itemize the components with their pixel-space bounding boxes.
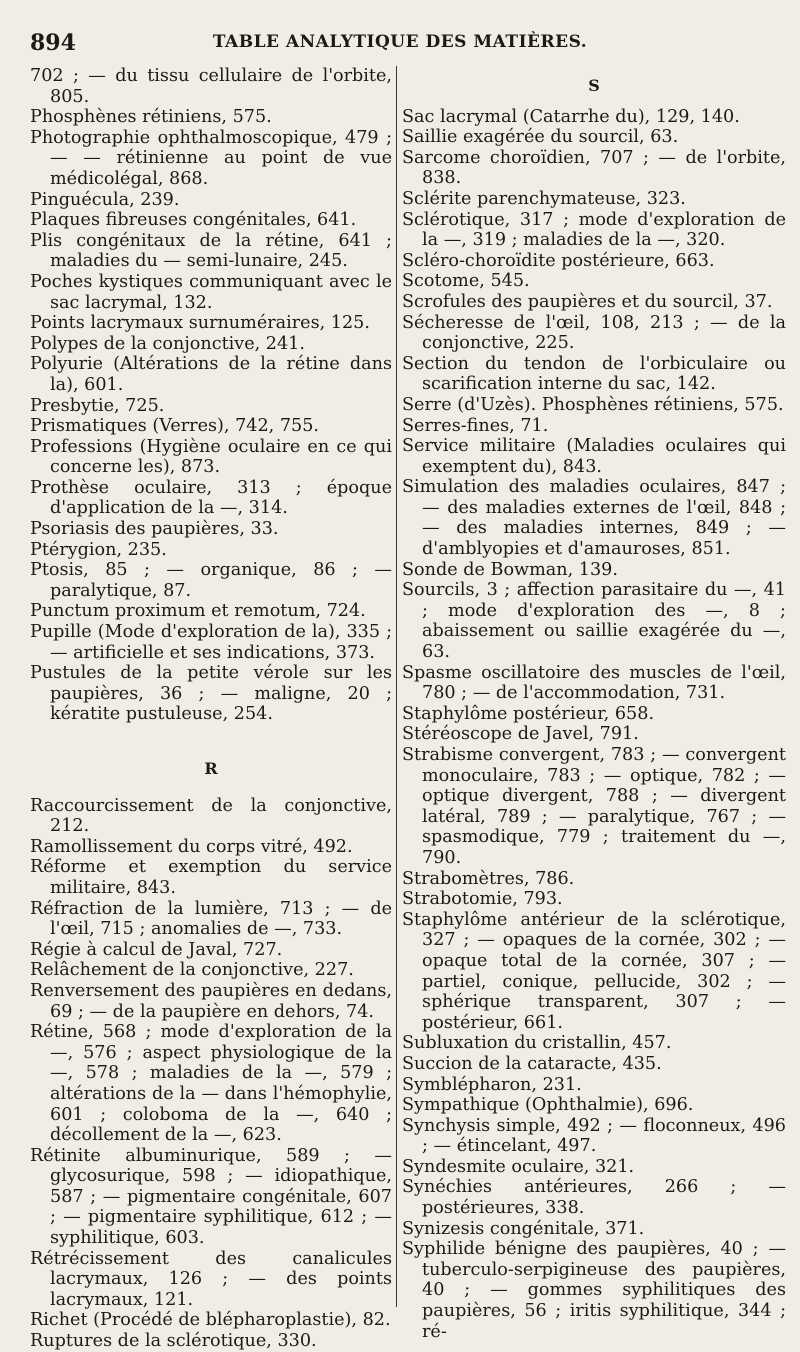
- section-spacer: [30, 780, 392, 796]
- index-entry: Sourcils, 3 ; affection parasitaire du —, 41 ; mode d'exploration des —, 8 ; abaissement ou saillie exagérée du —, 63.: [402, 580, 786, 663]
- index-entry: Synéchies antérieures, 266 ; — postérieures, 338.: [402, 1177, 786, 1219]
- index-entry: Rétine, 568 ; mode d'exploration de la —, 576 ; aspect physiologique de la —, 578 ; maladies de la —, 579 ; altérations de la — dans l'hémophylie, 601 ; coloboma de la —, 640 ; décollement de la —, 623.: [30, 1022, 392, 1146]
- page-number: 894: [30, 30, 76, 56]
- index-entry: Relâchement de la conjonctive, 227.: [30, 960, 354, 981]
- index-entry: Synizesis congénitale, 371.: [402, 1218, 645, 1239]
- index-entry: Strabotomie, 793.: [402, 889, 563, 910]
- index-entry: Prothèse oculaire, 313 ; époque d'application de la —, 314.: [30, 477, 392, 519]
- index-entry: Synchysis simple, 492 ; — floconneux, 496 ; — étincelant, 497.: [402, 1115, 786, 1157]
- index-entry: Symblépharon, 231.: [402, 1074, 582, 1095]
- index-entry: Richet (Procédé de blépharoplastie), 82.: [30, 1310, 391, 1331]
- index-entry: Serre (d'Uzès). Phosphènes rétiniens, 575.: [402, 394, 784, 415]
- section-heading-s: S: [588, 76, 600, 95]
- section-spacer: [30, 725, 392, 759]
- index-entry: Prismatiques (Verres), 742, 755.: [30, 416, 320, 437]
- index-entry: Strabomètres, 786.: [402, 868, 575, 889]
- index-entry: Strabisme convergent, 783 ; — convergent monoculaire, 783 ; — optique, 782 ; — optique divergent, 788 ; — divergent latéral, 789 ; — paralytique, 767 ; — spasmodique, 779 ; traitement du —, 790.: [402, 745, 786, 868]
- index-entry: Réfraction de la lumière, 713 ; — de l'œil, 715 ; anomalies de —, 733.: [30, 898, 392, 940]
- index-entry: Rétrécissement des canalicules lacrymaux, 126 ; — des points lacrymaux, 121.: [30, 1248, 392, 1310]
- index-entry: Staphylôme postérieur, 658.: [402, 703, 655, 724]
- index-entry: Subluxation du cristallin, 457.: [402, 1033, 672, 1054]
- index-entry: Professions (Hygiène oculaire en ce qui concerne les), 873.: [30, 436, 392, 478]
- index-entry: Plaques fibreuses congénitales, 641.: [30, 210, 357, 231]
- section-heading-r: R: [204, 759, 218, 778]
- index-entry: Sac lacrymal (Catarrhe du), 129, 140.: [402, 106, 740, 127]
- index-entry: Syphilide bénigne des paupières, 40 ; — tuberculo-serpigineuse des paupières, 40 ; — gommes syphilitiques des paupières, 56 ; iritis syphilitique, 344 ; ré-: [402, 1239, 786, 1342]
- index-entry: Sarcome choroïdien, 707 ; — de l'orbite, 838.: [402, 147, 786, 189]
- index-entry: Renversement des paupières en dedans, 69 ; — de la paupière en dehors, 74.: [30, 980, 392, 1022]
- index-entry: Scléro-choroïdite postérieure, 663.: [402, 250, 715, 271]
- index-entry: Staphylôme antérieur de la sclérotique, 327 ; — opaques de la cornée, 302 ; — opaque total de la cornée, 307 ; — partiel, conique, pellucide, 302 ; — sphérique transparent, 307 ; — postérieur, 661.: [402, 909, 786, 1033]
- index-entry: Raccourcissement de la conjonctive, 212.: [30, 795, 392, 837]
- index-entry: Punctum proximum et remotum, 724.: [30, 601, 366, 622]
- index-entry: Polypes de la conjonctive, 241.: [30, 333, 305, 354]
- index-entry: Pustules de la petite vérole sur les paupières, 36 ; — maligne, 20 ; kératite pustuleuse, 254.: [30, 663, 392, 725]
- index-entry: Spasme oscillatoire des muscles de l'œil, 780 ; — de l'accommodation, 731.: [402, 662, 786, 704]
- index-entry: Sécheresse de l'œil, 108, 213 ; — de la conjonctive, 225.: [402, 312, 786, 354]
- index-entry: Ruptures de la sclérotique, 330.: [30, 1331, 317, 1352]
- index-entry: Ptosis, 85 ; — organique, 86 ; — paralytique, 87.: [30, 560, 392, 601]
- index-entry: Réforme et exemption du service militaire, 843.: [30, 857, 392, 898]
- column-divider: [396, 66, 397, 1307]
- index-entry: Poches kystiques communiquant avec le sac lacrymal, 132.: [30, 271, 392, 313]
- index-entry: Succion de la cataracte, 435.: [402, 1053, 662, 1074]
- index-entry: Rétinite albuminurique, 589 ; — glycosurique, 598 ; — idiopathique, 587 ; — pigmentaire congénitale, 607 ; — pigmentaire syphilitique, 612 ; — syphilitique, 603.: [30, 1145, 392, 1249]
- index-entry: Section du tendon de l'orbiculaire ou scarification interne du sac, 142.: [402, 353, 786, 395]
- left-column: [30, 66, 392, 1352]
- index-entry: Saillie exagérée du sourcil, 63.: [402, 127, 679, 148]
- index-entry: Sympathique (Ophthalmie), 696.: [402, 1095, 694, 1116]
- section-spacer: [402, 66, 786, 76]
- index-entry: Scotome, 545.: [402, 271, 530, 292]
- index-entry: Stéréoscope de Javel, 791.: [402, 724, 639, 745]
- index-entry: Ramollissement du corps vitré, 492.: [30, 836, 353, 857]
- running-title: TABLE ANALYTIQUE DES MATIÈRES.: [212, 32, 588, 52]
- index-entry: Polyurie (Altérations de la rétine dans la), 601.: [30, 354, 392, 395]
- index-entry: Scrofules des paupières et du sourcil, 37.: [402, 291, 773, 312]
- index-entry: Phosphènes rétiniens, 575.: [30, 107, 272, 128]
- index-entry: Photographie ophthalmoscopique, 479 ; — — rétinienne au point de vue médicolégal, 868.: [30, 127, 392, 189]
- index-entry: Service militaire (Maladies oculaires qui exemptent du), 843.: [402, 436, 786, 477]
- index-entry: Plis congénitaux de la rétine, 641 ; maladies du — semi-lunaire, 245.: [30, 230, 392, 272]
- section-spacer: [402, 97, 786, 107]
- index-entry: Sclérotique, 317 ; mode d'exploration de la —, 319 ; maladies de la —, 320.: [402, 209, 786, 251]
- index-entry: Régie à calcul de Javal, 727.: [30, 939, 283, 960]
- index-entry: 702 ; — du tissu cellulaire de l'orbite, 805.: [30, 66, 392, 107]
- index-entry: Simulation des maladies oculaires, 847 ; — des maladies externes de l'œil, 848 ; — des maladies internes, 849 ; — d'amblyopies et d'amauroses, 851.: [402, 477, 786, 560]
- index-entry: Presbytie, 725.: [30, 395, 165, 416]
- index-entry: Pinguécula, 239.: [30, 189, 180, 210]
- index-entry: Points lacrymaux surnuméraires, 125.: [30, 313, 370, 334]
- index-entry: Serres-fines, 71.: [402, 415, 549, 436]
- page-header: [30, 24, 770, 58]
- right-column: [402, 66, 786, 1342]
- index-entry: Psoriasis des paupières, 33.: [30, 519, 279, 540]
- index-entry: Pupille (Mode d'exploration de la), 335 ; — artificielle et ses indications, 373.: [30, 622, 392, 663]
- index-entry: Ptérygion, 235.: [30, 539, 167, 560]
- index-entry: Sclérite parenchymateuse, 323.: [402, 188, 686, 209]
- index-entry: Syndesmite oculaire, 321.: [402, 1156, 635, 1177]
- index-entry: Sonde de Bowman, 139.: [402, 559, 618, 580]
